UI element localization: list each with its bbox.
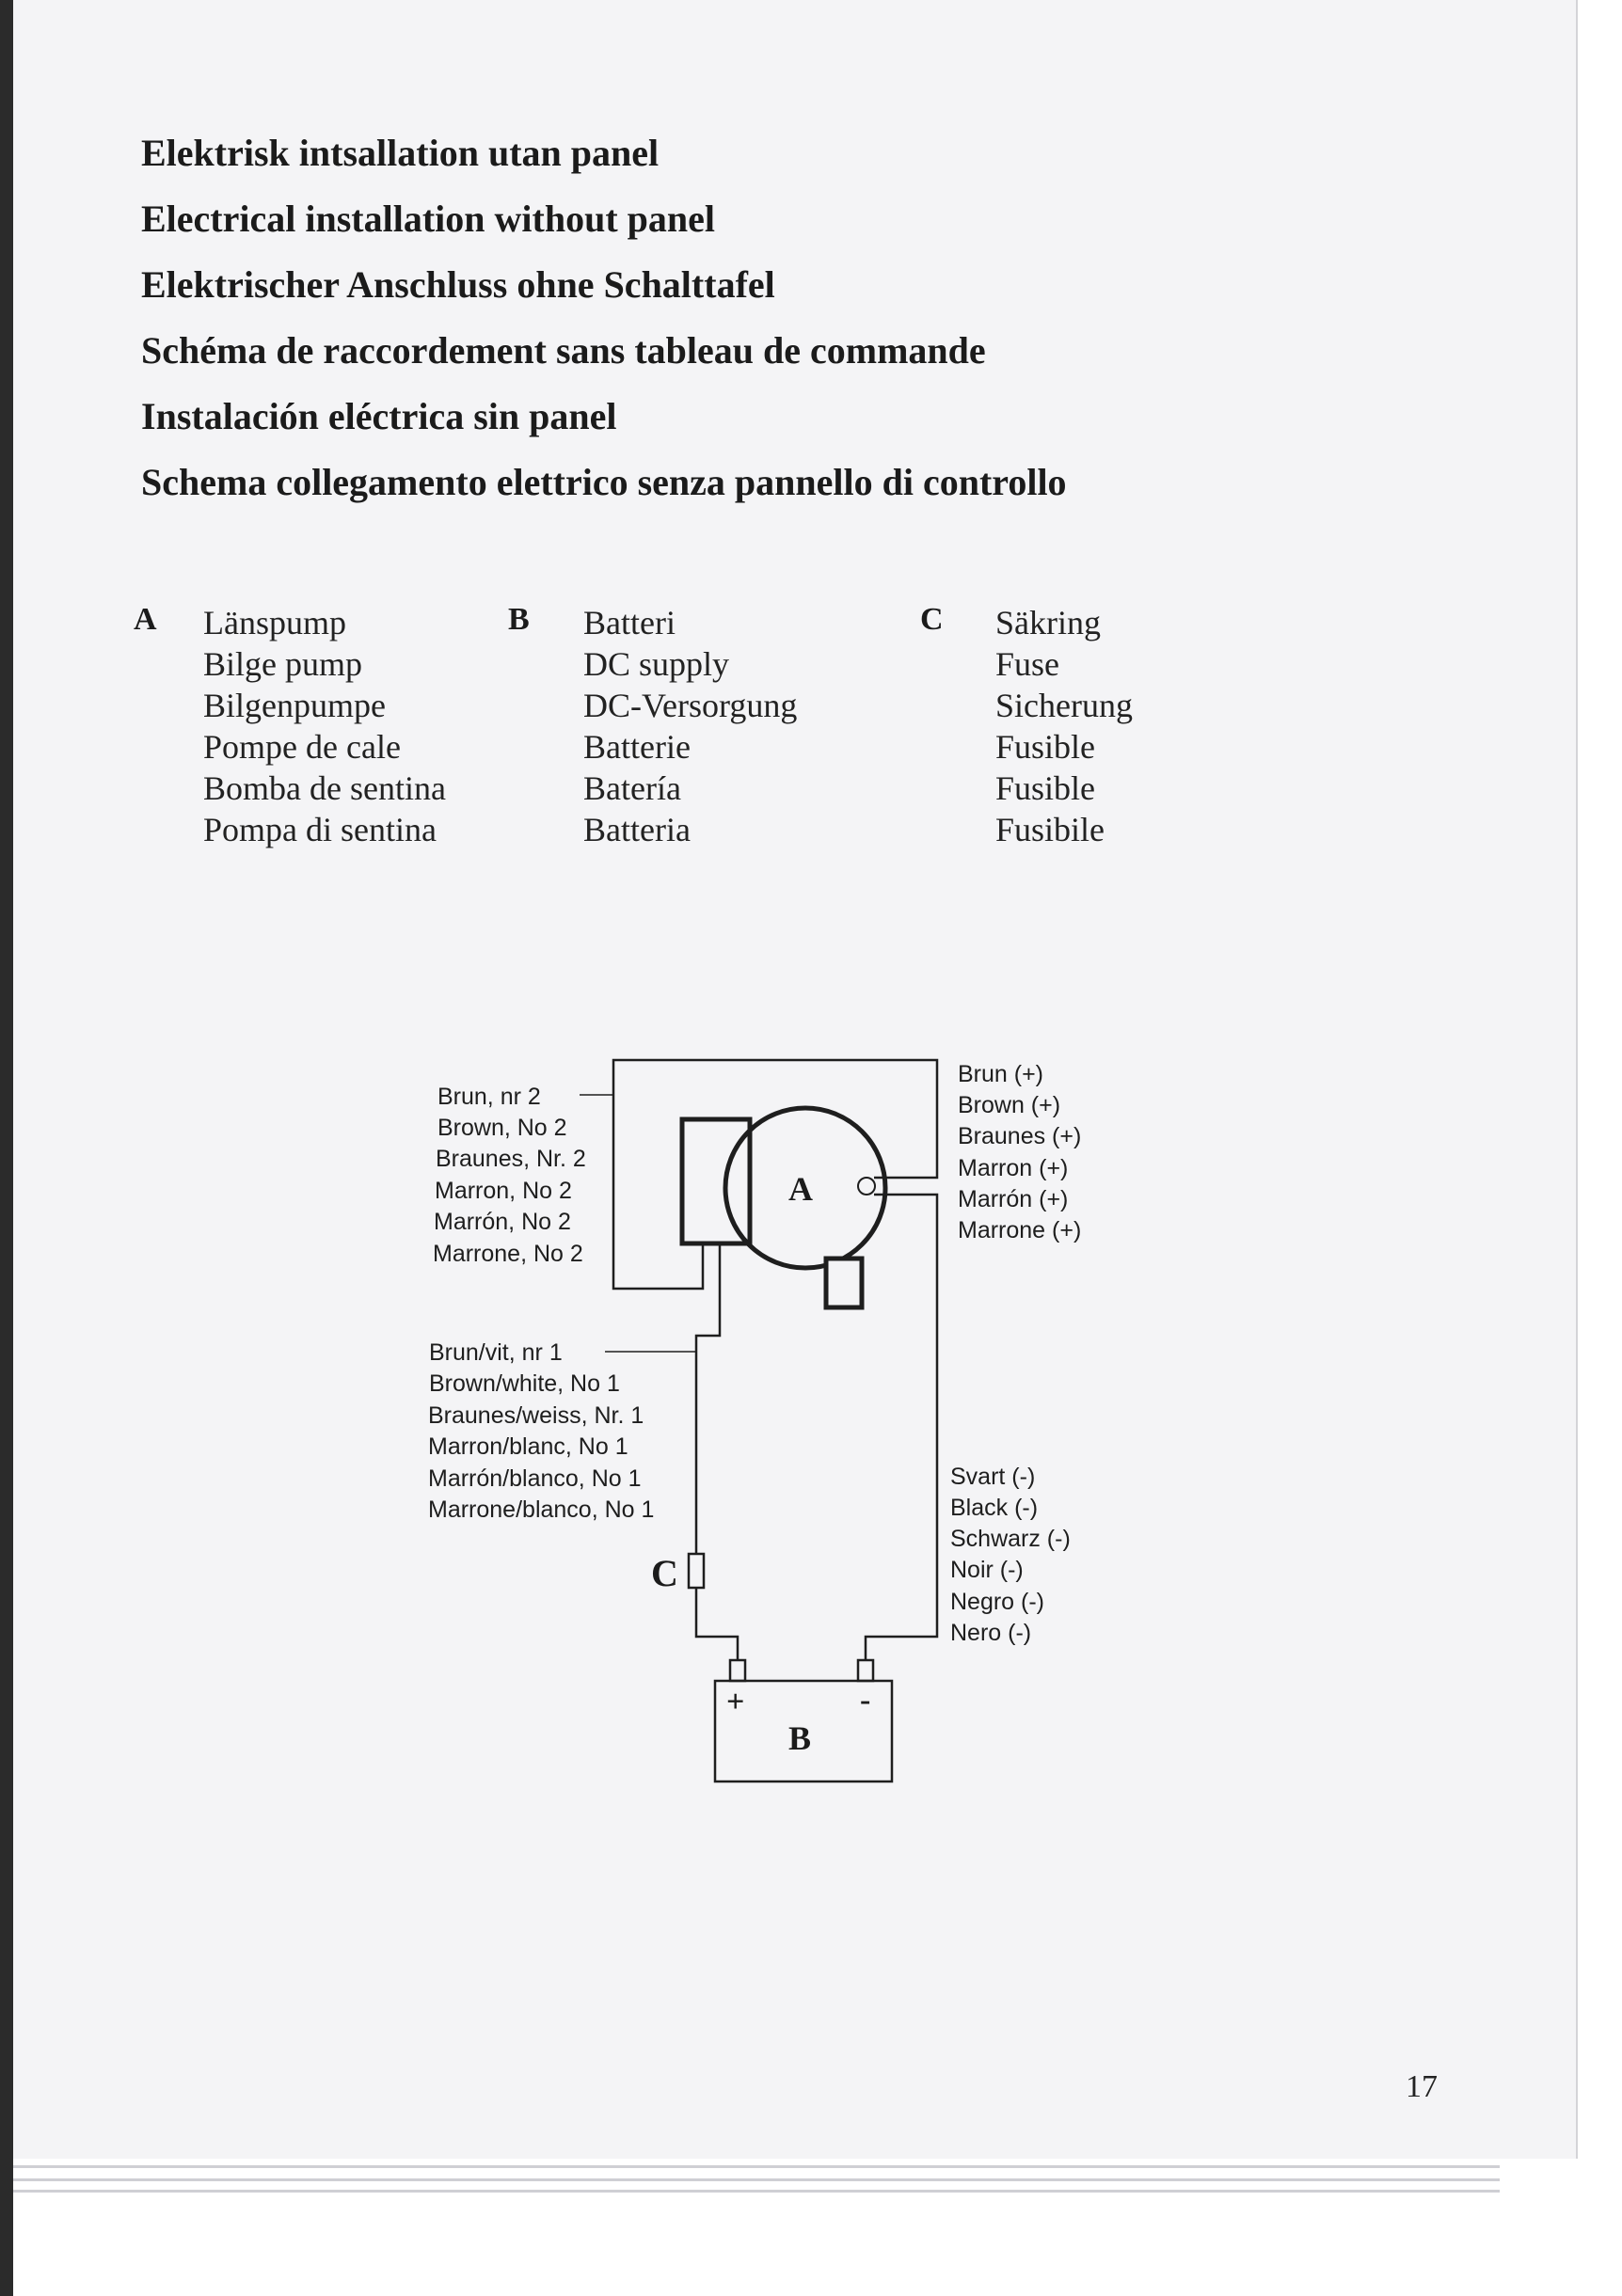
title-swedish: Elektrisk intsallation utan panel xyxy=(141,132,660,174)
label-wire-no2: Brun, nr 2 xyxy=(437,1084,541,1110)
label-negative: Negro (-) xyxy=(950,1589,1045,1615)
pump-label: A xyxy=(788,1170,813,1208)
label-negative: Nero (-) xyxy=(950,1620,1032,1646)
battery-minus-sign: - xyxy=(860,1683,871,1718)
legend-item: Batteri xyxy=(583,604,676,641)
wire-fuse-to-battery xyxy=(696,1588,738,1660)
legend-item: Batería xyxy=(583,769,681,807)
label-negative: Black (-) xyxy=(950,1495,1039,1521)
label-wire-no1: Marron/blanc, No 1 xyxy=(428,1433,628,1460)
label-negative: Noir (-) xyxy=(950,1557,1024,1583)
labels-wire-no2 xyxy=(433,1084,586,1267)
pump-outlet xyxy=(826,1259,862,1307)
legend-item: Fusible xyxy=(995,769,1096,807)
label-wire-no2: Marrón, No 2 xyxy=(434,1209,571,1235)
labels-negative xyxy=(950,1464,1071,1646)
label-wire-no1: Braunes/weiss, Nr. 1 xyxy=(428,1402,644,1429)
battery-plus-sign: + xyxy=(726,1685,745,1719)
legend-key-a: A xyxy=(134,602,157,637)
battery-label: B xyxy=(788,1719,812,1757)
label-wire-no2: Marron, No 2 xyxy=(435,1178,572,1204)
label-positive: Marrone (+) xyxy=(958,1217,1082,1243)
legend-item: Länspump xyxy=(203,604,346,641)
legend-item: Batteria xyxy=(583,811,691,848)
label-wire-no1: Brown/white, No 1 xyxy=(429,1370,620,1397)
label-wire-no1: Brun/vit, nr 1 xyxy=(429,1339,563,1366)
legend-item: Fusibile xyxy=(995,811,1105,848)
legend-item: Säkring xyxy=(995,604,1101,641)
label-wire-no2: Braunes, Nr. 2 xyxy=(436,1146,586,1172)
legend-item: Fuse xyxy=(995,645,1060,683)
labels-positive xyxy=(958,1061,1081,1243)
title-italian: Schema collegamento elettrico senza pannello di controllo xyxy=(141,461,1067,503)
legend-item: DC-Versorgung xyxy=(583,687,798,724)
label-positive: Marron (+) xyxy=(958,1155,1069,1181)
title-german: Elektrischer Anschluss ohne Schalttafel xyxy=(141,263,775,306)
label-negative: Svart (-) xyxy=(950,1464,1036,1490)
title-spanish: Instalación eléctrica sin panel xyxy=(141,395,617,437)
legend-key-c: C xyxy=(920,602,944,637)
battery-terminal-plus xyxy=(730,1660,745,1681)
label-wire-no1: Marrone/blanco, No 1 xyxy=(428,1496,655,1523)
pump-terminal xyxy=(858,1178,875,1195)
label-positive: Braunes (+) xyxy=(958,1123,1082,1149)
legend-item: Bomba de sentina xyxy=(203,769,446,807)
page-number: 17 xyxy=(1406,2069,1438,2104)
title-english: Electrical installation without panel xyxy=(141,198,715,240)
label-wire-no1: Marrón/blanco, No 1 xyxy=(428,1465,642,1492)
legend-item: Bilge pump xyxy=(203,645,362,683)
legend-item: Pompa di sentina xyxy=(203,811,437,848)
legend-item: Batterie xyxy=(583,728,691,766)
label-negative: Schwarz (-) xyxy=(950,1526,1071,1552)
label-positive: Brun (+) xyxy=(958,1061,1044,1087)
label-positive: Marrón (+) xyxy=(958,1186,1069,1212)
label-wire-no2: Brown, No 2 xyxy=(437,1115,567,1141)
pump-housing xyxy=(682,1119,750,1243)
legend-item: Pompe de cale xyxy=(203,728,401,766)
legend-item: Fusible xyxy=(995,728,1096,766)
fuse-label: C xyxy=(651,1552,678,1594)
legend-item: DC supply xyxy=(583,645,730,683)
label-positive: Brown (+) xyxy=(958,1092,1061,1118)
legend-key-b: B xyxy=(508,602,530,637)
title-french: Schéma de raccordement sans tableau de commande xyxy=(141,329,986,372)
labels-wire-no1 xyxy=(428,1339,654,1523)
label-wire-no2: Marrone, No 2 xyxy=(433,1241,583,1267)
legend-item: Sicherung xyxy=(995,687,1133,724)
legend-item: Bilgenpumpe xyxy=(203,687,386,724)
wire-black-negative xyxy=(866,1195,937,1660)
fuse-symbol xyxy=(689,1554,704,1588)
battery-terminal-minus xyxy=(858,1660,873,1681)
wire-brown-no2 xyxy=(613,1060,937,1289)
